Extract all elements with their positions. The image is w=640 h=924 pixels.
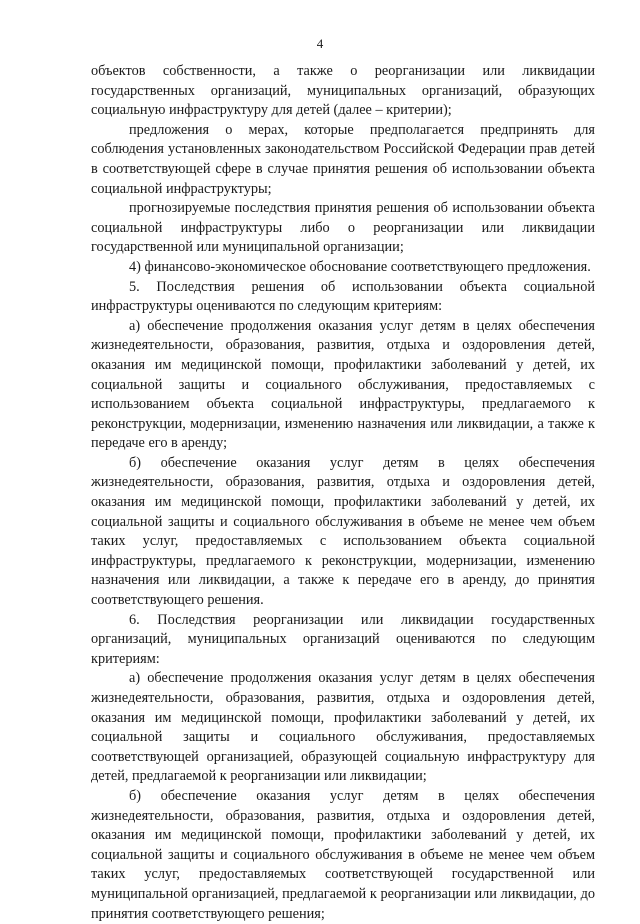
paragraph-continuation: объектов собственности, а также о реорганизации или ликвидации государственных организаций, муниципальных организаций, образующих социальную инфраструктуру для детей (далее – критерии); [91, 63, 595, 119]
paragraph-clause-5-b: б) обеспечение оказания услуг детям в целях обеспечения жизнедеятельности, образования, развития, отдыха и оздоровления детей, оказания им медицинской помощи, профилактики заболеваний у детей, их социальной защиты и социального обслуживания в объеме не менее чем объем таких услуг, предоставляемых с использованием объекта социальной инфраструктуры, предлагаемого к реконструкции, модернизации, изменению назначения или ликвидации, а также к передаче его в аренду, до принятия соответствующего решения. [91, 454, 595, 609]
paragraph-item-4: 4) финансово-экономическое обоснование соответствующего предложения. [129, 258, 591, 275]
document-body [91, 62, 595, 924]
paragraph-clause-5-a: а) обеспечение продолжения оказания услуг детям в целях обеспечения жизнедеятельности, образования, развития, отдыха и оздоровления детей, оказания им медицинской помощи, профилактики заболеваний у детей, их социальной защиты и социального обслуживания, предоставляемых с использованием объекта социальной инфраструктуры, предлагаемого к реконструкции, модернизации, изменению назначения или ликвидации, а также к передаче его в аренду; [91, 317, 595, 452]
paragraph-proposals-measures: предложения о мерах, которые предполагается предпринять для соблюдения установленных законодательством Российской Федерации прав детей в соответствующей сфере в случае принятия решения об использовании объекта социальной инфраструктуры; [91, 121, 595, 197]
paragraph-forecast-consequences: прогнозируемые последствия принятия решения об использовании объекта социальной инфраструктуры либо о реорганизации или ликвидации государственной или муниципальной организации; [91, 200, 595, 256]
paragraph-clause-6: 6. Последствия реорганизации или ликвидации государственных организаций, муниципальных организаций оцениваются по следующим критериям: [91, 611, 595, 667]
page-number: 4 [316, 36, 324, 51]
paragraph-clause-6-a: а) обеспечение продолжения оказания услуг детям в целях обеспечения жизнедеятельности, образования, развития, отдыха и оздоровления детей, оказания им медицинской помощи, профилактики заболеваний у детей, их социальной защиты и социального обслуживания, предоставляемых соответствующей организацией, образующей социальную инфраструктуру для детей, предлагаемой к реорганизации или ликвидации; [91, 670, 595, 785]
paragraph-clause-5: 5. Последствия решения об использовании объекта социальной инфраструктуры оцениваются по следующим критериям: [91, 278, 595, 315]
paragraph-clause-6-b: б) обеспечение оказания услуг детям в целях обеспечения жизнедеятельности, образования, развития, отдыха и оздоровления детей, оказания им медицинской помощи, профилактики заболеваний у детей, их социальной защиты и социального обслуживания в объеме не менее чем объем таких услуг, предоставляемых соответствующей государственной или муниципальной организацией, предлагаемой к реорганизации или ликвидации, до принятия соответствующего решения; [91, 787, 595, 922]
